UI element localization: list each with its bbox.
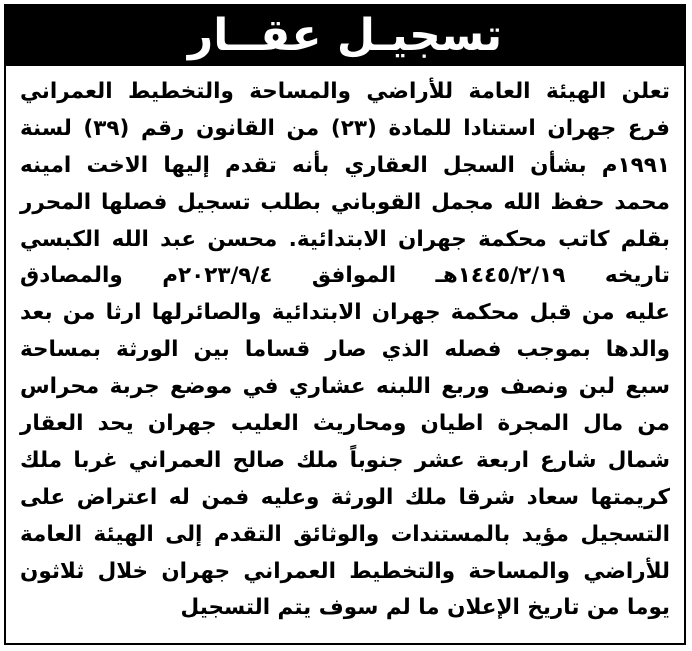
property-registration-notice (4, 4, 686, 645)
notice-header (6, 6, 684, 66)
notice-body (20, 74, 670, 627)
notice-line: من مال المجرة اطيان ومحاريث العليب جهران يحد العقار (20, 411, 670, 437)
notice-line: بقلم كاتب محكمة جهران الابتدائية. محسن عبد الله الكبسي (20, 226, 670, 252)
notice-line: سبع لبن ونصف وربع اللبنه عشاري في موضع جربة محراس (20, 374, 670, 400)
notice-line: فرع جهران استنادا للمادة (٢٣) من القانون رقم (٣٩) لسنة (20, 115, 670, 141)
notice-line: كريمتها سعاد شرقا ملك الورثة وعليه فمن له اعتراض على (20, 484, 670, 510)
notice-line-last: يوما من تاريخ الإعلان ما لم سوف يتم التسجيل (180, 595, 670, 621)
notice-title: تسجيـل عقــار (187, 10, 503, 61)
notice-line: تعلن الهيئة العامة للأراضي والمساحة والتخطيط العمراني (20, 79, 670, 104)
notice-line: عليه من قبل محكمة جهران الابتدائية والصائرلها ارثا من بعد (20, 300, 670, 326)
notice-line: والدها بموجب فصله الذي صار قساما بين الورثة بمساحة (20, 337, 670, 363)
notice-line: للأراضي والمساحة والتخطيط العمراني جهران خلال ثلاثون (20, 558, 670, 584)
notice-line: ١٩٩١م بشأن السجل العقاري بأنه تقدم إليها الاخت امينه (20, 152, 670, 178)
notice-line: التسجيل مؤيد بالمستندات والوثائق التقدم إلى الهيئة العامة (20, 521, 670, 547)
notice-line: شمال شارع اربعة عشر جنوباً ملك صالح العمراني غربا ملك (20, 447, 670, 473)
notice-line: محمد حفظ الله مجمل القوباني بطلب تسجيل فصلها المحرر (20, 189, 670, 215)
notice-line: تاريخه ١٤٤٥/٢/١٩هـ الموافق ٢٠٢٣/٩/٤م والمصادق (20, 263, 670, 289)
